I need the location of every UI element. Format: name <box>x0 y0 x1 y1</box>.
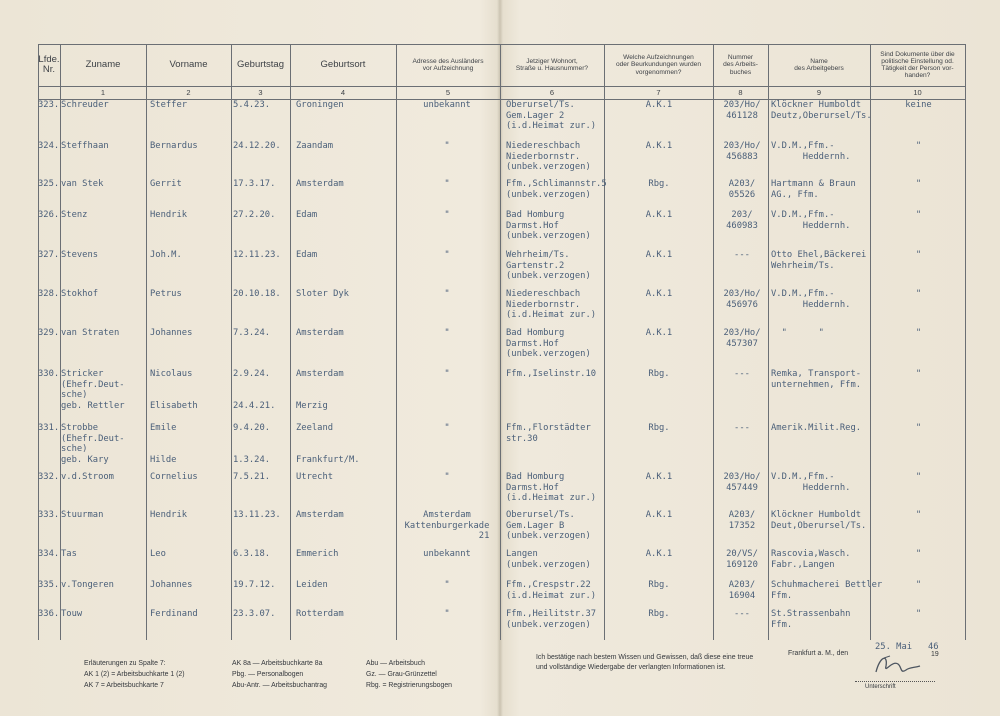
cell-wohnort: Ffm.,Iselinstr.10 <box>506 369 597 379</box>
cell-vorname: Steffer <box>150 100 188 110</box>
cell-geburtstag: 23.3.07. <box>233 609 276 619</box>
cell-zuname: Schreuder <box>61 100 109 110</box>
column-line <box>604 44 605 640</box>
cell-zuname: van Straten <box>61 328 120 338</box>
column-line <box>768 44 769 640</box>
column-header: Adresse des Ausländers vor Aufzeichnung <box>412 57 484 72</box>
cell-nr: 327. <box>38 250 60 260</box>
cell-wohnort: Oberursel/Ts. Gem.Lager B (unbek.verzogen) <box>506 510 591 541</box>
cell-arbeitgeber: Otto Ehel,Bäckerei Wehrheim/Ts. <box>771 250 867 271</box>
cell-buch: 203/Ho/ 457307 <box>723 328 761 349</box>
cell-buch: --- <box>734 609 750 619</box>
cell-buch: 203/Ho/ 457449 <box>723 472 761 493</box>
legend-item: AK 7 = Arbeitsbuchkarte 7 <box>84 682 164 689</box>
cell-arbeitgeber: Hartmann & Braun AG., Ffm. <box>771 179 856 200</box>
cell-geburtsort: Leiden <box>296 580 328 590</box>
cell-aufz: A.K.1 <box>645 210 673 220</box>
cell-nr: 332. <box>38 472 60 482</box>
cell-zuname: Stuurman <box>61 510 104 520</box>
cell-arbeitgeber: Amerik.Milit.Reg. <box>771 423 862 433</box>
cell-arbeitgeber: " " <box>771 328 824 338</box>
cell-aufz: Rbg. <box>648 369 670 379</box>
cell-dok: " <box>915 210 922 220</box>
column-line <box>146 44 147 640</box>
cell-dok: " <box>915 289 922 299</box>
cell-geburtstag: 17.3.17. <box>233 179 276 189</box>
column-line <box>965 44 966 640</box>
cell-geburtsort: Utrecht <box>296 472 334 482</box>
cell-wohnort: Ffm.,Schlimannstr.5 (unbek.verzogen) <box>506 179 607 200</box>
cell-geburtstag: 7.3.24. <box>233 328 271 338</box>
cell-arbeitgeber: St.Strassenbahn Ffm. <box>771 609 851 630</box>
cell-zuname: v.Tongeren <box>61 580 114 590</box>
place-label: Frankfurt a. M., den <box>788 650 849 657</box>
cell-zuname: v.d.Stroom <box>61 472 114 482</box>
column-line <box>500 44 501 640</box>
cell-adresse: " <box>444 328 450 338</box>
cell-wohnort: Niedereschbach Niederbornstr. (i.d.Heimat zur.) <box>506 289 597 320</box>
cell-vorname: Johannes <box>150 580 193 590</box>
cell-arbeitgeber: V.D.M.,Ffm.- Heddernh. <box>771 141 851 162</box>
cell-aufz: A.K.1 <box>645 328 673 338</box>
cell-wohnort: Bad Homburg Darmst.Hof (unbek.verzogen) <box>506 328 591 359</box>
signature-line <box>855 681 935 682</box>
cell-vorname: Joh.M. <box>150 250 182 260</box>
cell-adresse: unbekannt <box>423 100 471 110</box>
cell-nr: 326. <box>38 210 60 220</box>
cell-aufz: A.K.1 <box>645 141 673 151</box>
cell-buch: A203/ 05526 <box>728 179 756 200</box>
cell-dok: " <box>915 250 922 260</box>
legend-item: Abu — Arbeitsbuch <box>366 660 425 667</box>
legend-item: Abu-Antr. — Arbeitsbuchantrag <box>232 682 327 689</box>
column-header: Zuname <box>85 58 121 70</box>
cell-vorname: Hendrik <box>150 210 188 220</box>
cell-geburtstag: 7.5.21. <box>233 472 271 482</box>
cell-geburtstag: 6.3.18. <box>233 549 271 559</box>
cell-adresse: " <box>444 423 450 433</box>
cell-zuname: Stevens <box>61 250 99 260</box>
cell-nr: 333. <box>38 510 60 520</box>
cell-buch: 203/Ho/ 456976 <box>723 289 761 310</box>
cell-zuname: Tas <box>61 549 77 559</box>
cell-arbeitgeber: V.D.M.,Ffm.- Heddernh. <box>771 289 851 310</box>
column-header: Jetziger Wohnort, Straße u. Hausnummer? <box>515 57 589 72</box>
cell-adresse: " <box>444 609 450 619</box>
column-header: Sind Dokumente über die politische Einstellung od. Tätigkeit der Person vor- handen? <box>880 50 955 80</box>
typed-date: 25. Mai <box>875 642 913 652</box>
column-header: Nummer des Arbeits- buches <box>723 54 758 76</box>
cell-zuname: van Stek <box>61 179 104 189</box>
cell-vorname: Gerrit <box>150 179 182 189</box>
cell-adresse: Amsterdam Kattenburgerkade 21 <box>404 510 490 541</box>
cell-arbeitgeber: Schuhmacherei Bettler Ffm. <box>771 580 883 601</box>
cell-geburtsort: Sloter Dyk <box>296 289 349 299</box>
cell-aufz: Rbg. <box>648 609 670 619</box>
cell-buch: 203/ 460983 <box>726 210 758 231</box>
column-number: 5 <box>445 88 451 97</box>
cell-adresse: " <box>444 580 450 590</box>
cell-vorname: Johannes <box>150 328 193 338</box>
cell-geburtstag: 9.4.20. 1.3.24. <box>233 423 271 465</box>
cell-vorname: Hendrik <box>150 510 188 520</box>
typed-year: 46 <box>928 642 939 652</box>
cell-vorname: Bernardus <box>150 141 198 151</box>
cell-buch: --- <box>734 423 750 433</box>
cell-adresse: " <box>444 250 450 260</box>
cell-zuname: Strobbe (Ehefr.Deut- sche) geb. Kary <box>61 423 125 465</box>
cell-wohnort: Ffm.,Heilitstr.37 (unbek.verzogen) <box>506 609 597 630</box>
cell-aufz: Rbg. <box>648 179 670 189</box>
cell-adresse: " <box>444 369 450 379</box>
cell-geburtsort: Amsterdam <box>296 510 344 520</box>
cell-nr: 334. <box>38 549 60 559</box>
cell-aufz: Rbg. <box>648 580 670 590</box>
legend-item: AK 8a — Arbeitsbuchkarte 8a <box>232 660 323 667</box>
cell-wohnort: Ffm.,Florstädter str.30 <box>506 423 591 444</box>
cell-buch: 203/Ho/ 461128 <box>723 100 761 121</box>
cell-arbeitgeber: Rascovia,Wasch. Fabr.,Langen <box>771 549 851 570</box>
column-line <box>870 44 871 640</box>
cell-zuname: Stricker (Ehefr.Deut- sche) geb. Rettler <box>61 369 125 411</box>
cell-geburtstag: 2.9.24. 24.4.21. <box>233 369 276 411</box>
column-line <box>713 44 714 640</box>
year-prefix: 19 <box>931 651 939 658</box>
cell-arbeitgeber: V.D.M.,Ffm.- Heddernh. <box>771 210 851 231</box>
cell-buch: --- <box>734 369 750 379</box>
cell-dok: " <box>915 179 922 189</box>
cell-buch: 20/VS/ 169120 <box>726 549 758 570</box>
column-header: Vorname <box>169 58 208 70</box>
column-header: Geburtstag <box>237 58 284 70</box>
cell-aufz: A.K.1 <box>645 549 673 559</box>
cell-dok: " <box>915 549 922 559</box>
cell-dok: " <box>915 510 922 520</box>
cell-aufz: Rbg. <box>648 423 670 433</box>
cell-vorname: Cornelius <box>150 472 198 482</box>
cell-zuname: Touw <box>61 609 83 619</box>
column-line <box>290 44 291 640</box>
cell-geburtstag: 27.2.20. <box>233 210 276 220</box>
cell-vorname: Leo <box>150 549 166 559</box>
column-number <box>38 86 60 99</box>
cell-zuname: Stokhof <box>61 289 99 299</box>
cell-geburtsort: Edam <box>296 210 318 220</box>
column-number: 10 <box>913 88 922 97</box>
cell-dok: " <box>915 580 922 590</box>
column-number: 1 <box>100 88 106 97</box>
cell-geburtsort: Zeeland Frankfurt/M. <box>296 423 360 465</box>
cell-wohnort: Bad Homburg Darmst.Hof (unbek.verzogen) <box>506 210 591 241</box>
column-line <box>396 44 397 640</box>
cell-adresse: " <box>444 179 450 189</box>
cell-geburtstag: 5.4.23. <box>233 100 271 110</box>
column-header: Welche Aufzeichnungen oder Beurkundungen wurden vorgenommen? <box>615 54 702 76</box>
cell-dok: " <box>915 423 922 433</box>
cell-nr: 325. <box>38 179 60 189</box>
cell-dok: keine <box>905 100 932 110</box>
cell-nr: 335. <box>38 580 60 590</box>
cell-nr: 323. <box>38 100 60 110</box>
signature-caption: Unterschrift <box>865 684 896 690</box>
column-number: 7 <box>656 88 661 97</box>
column-number: 2 <box>186 88 191 97</box>
cell-zuname: Steffhaan <box>61 141 109 151</box>
cell-wohnort: Wehrheim/Ts. Gartenstr.2 (unbek.verzogen) <box>506 250 591 281</box>
column-header: Geburtsort <box>320 58 366 70</box>
cell-wohnort: Ffm.,Crespstr.22 (i.d.Heimat zur.) <box>506 580 597 601</box>
cell-vorname: Nicolaus Elisabeth <box>150 369 198 411</box>
cell-nr: 329. <box>38 328 60 338</box>
cell-nr: 336. <box>38 609 60 619</box>
column-number: 8 <box>738 88 743 97</box>
cell-dok: " <box>915 609 922 619</box>
cell-adresse: " <box>444 472 450 482</box>
cell-dok: " <box>915 141 922 151</box>
column-number: 4 <box>340 88 346 97</box>
cell-adresse: " <box>444 141 450 151</box>
cell-aufz: A.K.1 <box>645 510 673 520</box>
cell-buch: A203/ 17352 <box>728 510 756 531</box>
cell-buch: --- <box>734 250 750 260</box>
cell-nr: 331. <box>38 423 60 433</box>
legend-item: Rbg. = Registrierungsbogen <box>366 682 452 689</box>
signature-icon <box>870 652 930 680</box>
cell-dok: " <box>915 328 922 338</box>
cell-wohnort: Langen (unbek.verzogen) <box>506 549 591 570</box>
column-header: Lfde. Nr. <box>38 53 60 75</box>
cell-wohnort: Niedereschbach Niederbornstr. (unbek.verzogen) <box>506 141 591 172</box>
cell-geburtsort: Amsterdam Merzig <box>296 369 344 411</box>
cell-aufz: A.K.1 <box>645 472 673 482</box>
legend-item: AK 1 (2) = Arbeitsbuchkarte 1 (2) <box>84 671 185 678</box>
cell-adresse: unbekannt <box>423 549 471 559</box>
cell-arbeitgeber: Klöckner Humboldt Deut,Oberursel/Ts. <box>771 510 867 531</box>
cell-geburtstag: 13.11.23. <box>233 510 281 520</box>
cell-vorname: Ferdinand <box>150 609 198 619</box>
column-header: Name des Arbeitgebers <box>794 57 844 72</box>
column-number: 9 <box>816 88 822 97</box>
cell-buch: A203/ 16904 <box>728 580 756 601</box>
cell-arbeitgeber: V.D.M.,Ffm.- Heddernh. <box>771 472 851 493</box>
cell-geburtsort: Zaandam <box>296 141 334 151</box>
cell-geburtsort: Groningen <box>296 100 344 110</box>
cell-buch: 203/Ho/ 456883 <box>723 141 761 162</box>
cell-wohnort: Bad Homburg Darmst.Hof (i.d.Heimat zur.) <box>506 472 597 503</box>
confirmation-text: Ich bestätige nach bestem Wissen und Gewissen, daß diese eine treue und vollständige Wiedergabe der verlangten Informationen ist. <box>536 654 754 671</box>
cell-geburtstag: 24.12.20. <box>233 141 281 151</box>
cell-nr: 328. <box>38 289 60 299</box>
cell-arbeitgeber: Klöckner Humboldt Deutz,Oberursel/Ts. <box>771 100 872 121</box>
cell-geburtstag: 19.7.12. <box>233 580 276 590</box>
legend-title: Erläuterungen zu Spalte 7: <box>84 660 166 667</box>
legend-item: Gz. — Grau-Grünzettel <box>366 671 437 678</box>
cell-dok: " <box>915 472 922 482</box>
cell-aufz: A.K.1 <box>645 250 673 260</box>
cell-geburtsort: Emmerich <box>296 549 339 559</box>
cell-vorname: Petrus <box>150 289 182 299</box>
cell-nr: 330. <box>38 369 60 379</box>
cell-zuname: Stenz <box>61 210 88 220</box>
cell-wohnort: Oberursel/Ts. Gem.Lager 2 (i.d.Heimat zur.) <box>506 100 597 131</box>
cell-geburtsort: Amsterdam <box>296 179 344 189</box>
cell-geburtsort: Edam <box>296 250 318 260</box>
cell-geburtsort: Amsterdam <box>296 328 344 338</box>
cell-geburtstag: 20.10.18. <box>233 289 281 299</box>
cell-dok: " <box>915 369 922 379</box>
legend-item: Pbg. — Personalbogen <box>232 671 304 678</box>
cell-arbeitgeber: Remka, Transport- unternehmen, Ffm. <box>771 369 862 390</box>
cell-adresse: " <box>444 289 450 299</box>
cell-aufz: A.K.1 <box>645 100 673 110</box>
column-number: 3 <box>258 88 263 97</box>
column-number: 6 <box>549 88 555 97</box>
cell-geburtsort: Rotterdam <box>296 609 344 619</box>
column-line <box>231 44 232 640</box>
cell-vorname: Emile Hilde <box>150 423 177 465</box>
cell-geburtstag: 12.11.23. <box>233 250 281 260</box>
cell-nr: 324. <box>38 141 60 151</box>
cell-aufz: A.K.1 <box>645 289 673 299</box>
cell-adresse: " <box>444 210 450 220</box>
